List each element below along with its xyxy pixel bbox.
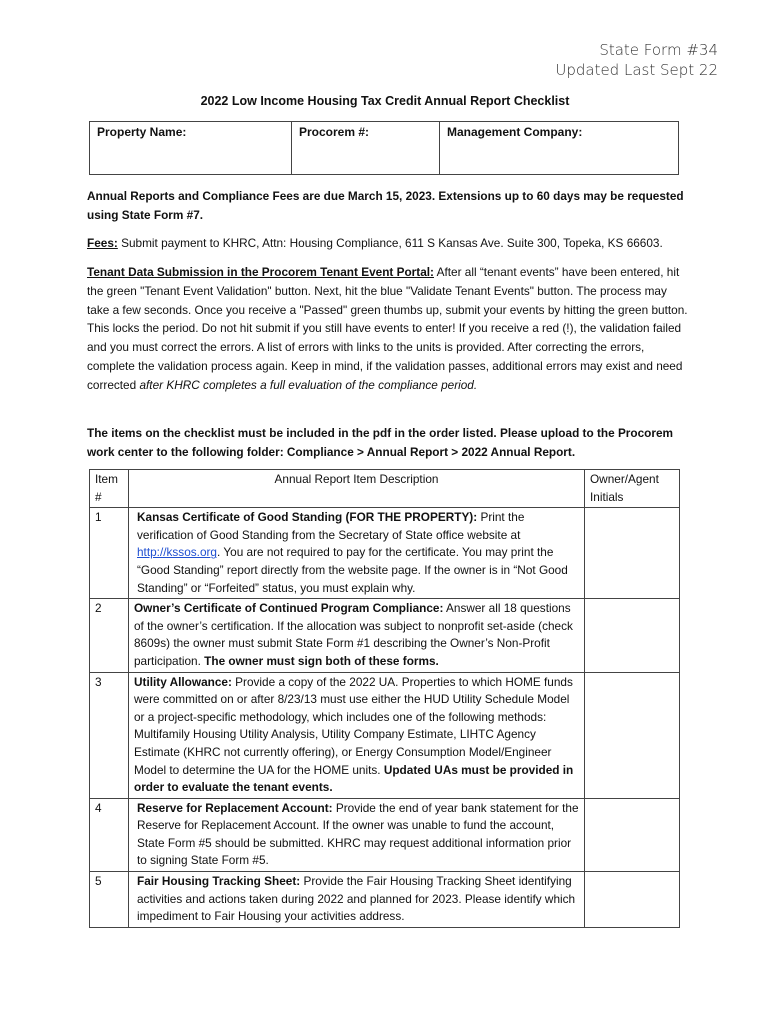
item-title: Utility Allowance: xyxy=(134,674,232,689)
item-number: 5 xyxy=(90,872,129,928)
fees-label: Fees: xyxy=(87,236,118,250)
checklist-row xyxy=(90,872,680,928)
item-emphasis: Updated UAs must be provided in order to evaluate the tenant events. xyxy=(134,762,574,795)
page-title: 2022 Low Income Housing Tax Credit Annual Report Checklist xyxy=(200,94,570,108)
item-number: 3 xyxy=(90,672,129,798)
item-text-cont: . You are not required to pay for the certificate. You may print the “Good Standing” report directly from the website page. If the owner is in “Not Good Standing” or “Forfeited” status, you must explain why. xyxy=(137,545,568,595)
item-text: Provide the end of year bank statement for the Reserve for Replacement Account. If the owner was unable to fund the account, State Form #5 should be submitted. KHRC may request additional information prior to signing State Form #5. xyxy=(137,800,579,868)
owner-initials-cell[interactable] xyxy=(585,872,680,928)
item-description xyxy=(129,599,585,672)
item-number: 2 xyxy=(90,599,129,672)
item-description xyxy=(129,798,585,871)
description-header: Annual Report Item Description xyxy=(129,470,585,508)
item-description xyxy=(129,508,585,599)
item-text: Print the verification of Good Standing from the Secretary of State office website at xyxy=(137,510,525,542)
checklist-header-row xyxy=(90,470,680,508)
item-emphasis: The owner must sign both of these forms. xyxy=(204,653,439,668)
checklist-table xyxy=(89,469,680,928)
fees-paragraph xyxy=(87,234,691,253)
checklist-row xyxy=(90,599,680,672)
upload-note: The items on the checklist must be included in the pdf in the order listed. Please upload to the Procorem work center to the following folder: Compliance > Annual Report > 2022 Annual Report. xyxy=(87,426,674,459)
item-number: 1 xyxy=(90,508,129,599)
owner-initials-cell[interactable] xyxy=(585,599,680,672)
item-description xyxy=(129,872,585,928)
item-text: Provide the Fair Housing Tracking Sheet identifying activities and actions taken during 2022 and planned for 2023. Please identify which impediment to Fair Housing your activities address. xyxy=(137,874,576,924)
checklist-row xyxy=(90,798,680,871)
item-number-header: Item # xyxy=(90,470,129,508)
tenant-data-italic: after KHRC completes a full evaluation of the compliance period. xyxy=(139,377,478,392)
property-name-cell[interactable] xyxy=(90,122,292,175)
management-company-cell[interactable] xyxy=(440,122,679,175)
management-label: Management Company: xyxy=(447,125,583,139)
property-info-table xyxy=(89,121,679,175)
checklist-row xyxy=(90,672,680,798)
procorem-label: Procorem #: xyxy=(299,125,370,139)
tenant-data-paragraph xyxy=(87,263,691,395)
tenant-data-label: Tenant Data Submission in the Procorem Tenant Event Portal: xyxy=(87,265,434,279)
item-title: Kansas Certificate of Good Standing (FOR THE PROPERTY): xyxy=(137,510,478,525)
procorem-number-cell[interactable] xyxy=(292,122,440,175)
kssos-link[interactable]: http://kssos.org xyxy=(137,545,217,560)
property-name-label: Property Name: xyxy=(97,125,187,139)
item-text: Provide a copy of the 2022 UA. Properties to which HOME funds were committed on or after 8/23/13 must use either the HUD Utility Schedule Model or a project-specific methodology, which includes one of the following methods: Multifamily Housing Utility Analysis, Utility Company Estimate, LIHTC Agency Estimate (KHRC not currently offering), or Energy Consumption Model/Engineer Model to determine the UA for the HOME units. xyxy=(134,674,573,777)
form-number: State Form #34 xyxy=(599,41,718,59)
tenant-data-text: After all “tenant events” have been entered, hit the green "Tenant Event Validation" button. Next, hit the blue "Validate Tenant Events" button. The process may take a few seconds. Once you receive a "Passed" green thumbs up, submit your events by hitting the green button. This locks the period. Do not hit submit if you still have events to enter! If you receive a red (!), the validation failed and you must correct the errors. A list of errors with links to the units is provided. After correcting the errors, complete the validation process again. Keep in mind, if the validation passes, additional errors may exist and need corrected xyxy=(87,265,688,392)
item-description xyxy=(129,672,585,798)
item-number: 4 xyxy=(90,798,129,871)
owner-initials-cell[interactable] xyxy=(585,672,680,798)
owner-initials-cell[interactable] xyxy=(585,508,680,599)
due-date-paragraph: Annual Reports and Compliance Fees are due March 15, 2023. Extensions up to 60 days may be requested using State Form #7. xyxy=(87,189,684,222)
updated-date: Updated Last Sept 22 xyxy=(555,61,718,79)
item-title: Reserve for Replacement Account: xyxy=(137,800,333,815)
item-text: Answer all 18 questions of the owner’s certification. If the allocation was subject to nonprofit set-aside (check 8609s) the owner must submit State Form #1 describing the Owner’s Non-Profit participation. xyxy=(134,601,573,668)
owner-initials-cell[interactable] xyxy=(585,798,680,871)
owner-initials-header: Owner/Agent Initials xyxy=(585,470,680,508)
item-title: Owner’s Certificate of Continued Program Compliance: xyxy=(134,601,444,616)
fees-text: Submit payment to KHRC, Attn: Housing Compliance, 611 S Kansas Ave. Suite 300, Topeka, KS 66603. xyxy=(117,236,663,250)
item-title: Fair Housing Tracking Sheet: xyxy=(137,874,301,889)
checklist-row xyxy=(90,508,680,599)
